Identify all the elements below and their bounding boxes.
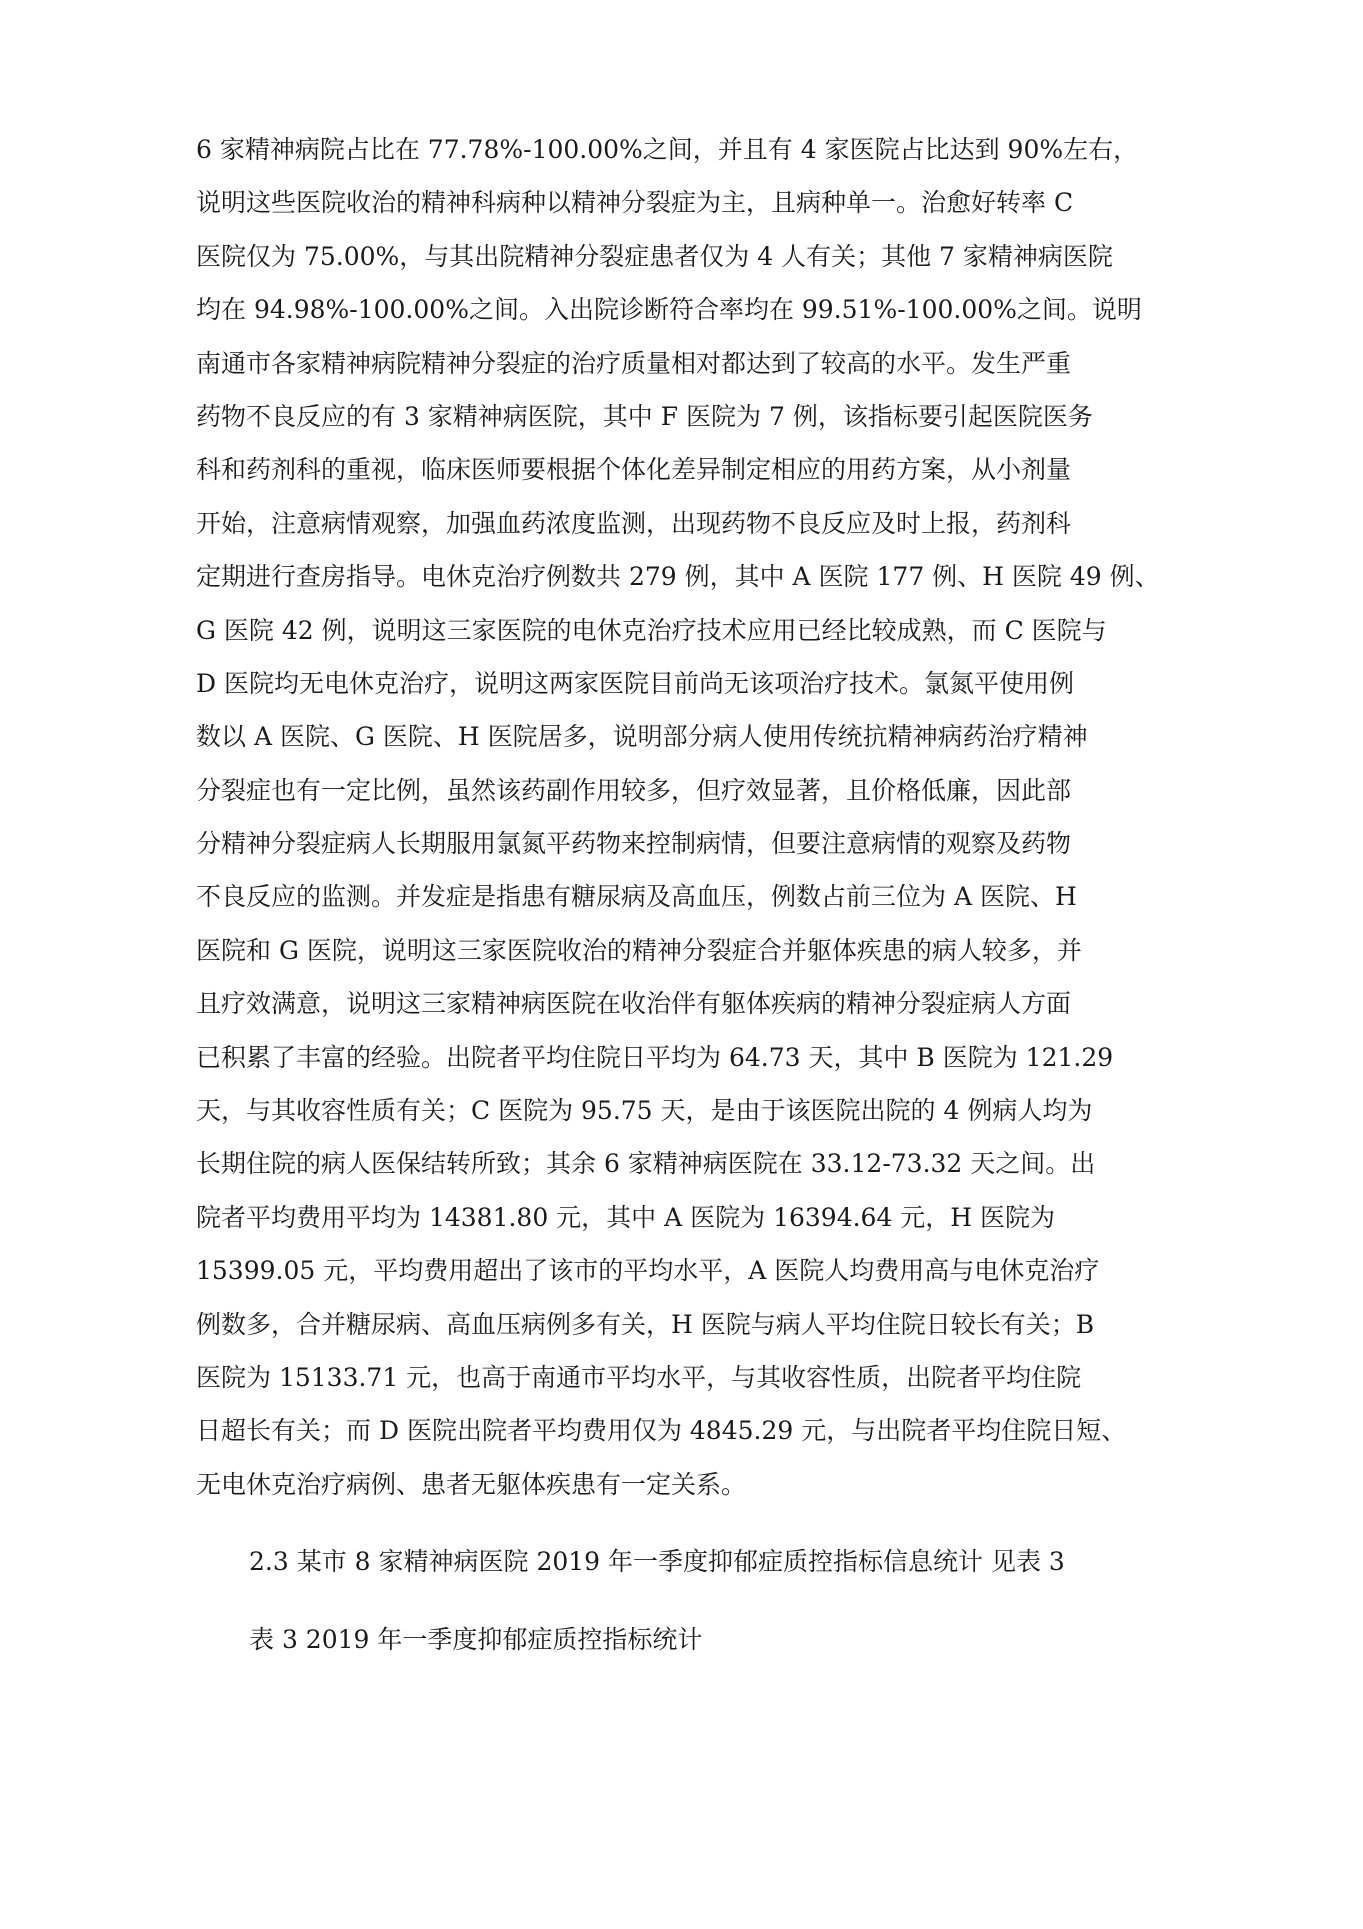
section-heading: 2.3 某市 8 家精神病医院 2019 年一季度抑郁症质控指标信息统计 见表 3 [249, 1547, 1065, 1576]
table-caption: 表 3 2019 年一季度抑郁症质控指标统计 [249, 1625, 703, 1654]
body-line: 医院仅为 75.00%，与其出院精神分裂症患者仅为 4 人有关；其他 7 家精神病医院 [196, 241, 1113, 271]
body-line: G 医院 42 例，说明这三家医院的电休克治疗技术应用已经比较成熟，而 C 医院与 [196, 615, 1107, 645]
body-line: 长期住院的病人医保结转所致；其余 6 家精神病医院在 33.12-73.32 天之间。出 [196, 1149, 1096, 1179]
body-paragraph [196, 123, 1196, 1511]
body-line: 已积累了丰富的经验。出院者平均住院日平均为 64.73 天，其中 B 医院为 121.29 [196, 1042, 1114, 1072]
body-line: 药物不良反应的有 3 家精神病医院，其中 F 医院为 7 例，该指标要引起医院医务 [196, 401, 1093, 431]
body-line: 开始，注意病情观察，加强血药浓度监测，出现药物不良反应及时上报，药剂科 [196, 508, 1072, 538]
body-line: 医院为 15133.71 元，也高于南通市平均水平，与其收容性质，出院者平均住院 [196, 1362, 1082, 1392]
body-line: 院者平均费用平均为 14381.80 元，其中 A 医院为 16394.64 元，H 医院为 [196, 1202, 1056, 1232]
body-line: 说明这些医院收治的精神科病种以精神分裂症为主，且病种单一。治愈好转率 C [196, 188, 1074, 218]
body-line: 无电休克治疗病例、患者无躯体疾患有一定关系。 [196, 1469, 747, 1499]
body-line: 不良反应的监测。并发症是指患有糖尿病及高血压，例数占前三位为 A 医院、H [196, 882, 1077, 912]
body-line: 均在 94.98%-100.00%之间。入出院诊断符合率均在 99.51%-100.00%之间。说明 [196, 295, 1142, 325]
body-line: 分精神分裂症病人长期服用氯氮平药物来控制病情，但要注意病情的观察及药物 [196, 829, 1072, 859]
body-line: 15399.05 元，平均费用超出了该市的平均水平，A 医院人均费用高与电休克治疗 [196, 1256, 1100, 1286]
body-line: 定期进行查房指导。电休克治疗例数共 279 例，其中 A 医院 177 例、H 医院 49 例、 [196, 562, 1160, 592]
body-line: 分裂症也有一定比例，虽然该药副作用较多，但疗效显著，且价格低廉，因此部 [196, 775, 1072, 805]
body-line: 日超长有关；而 D 医院出院者平均费用仅为 4845.29 元，与出院者平均住院日短、 [196, 1416, 1127, 1446]
body-line: 医院和 G 医院，说明这三家医院收治的精神分裂症合并躯体疾患的病人较多，并 [196, 935, 1082, 965]
body-line: 南通市各家精神病院精神分裂症的治疗质量相对都达到了较高的水平。发生严重 [196, 348, 1072, 378]
body-line: 天，与其收容性质有关；C 医院为 95.75 天，是由于该医院出院的 4 例病人均为 [196, 1096, 1093, 1126]
body-line: 6 家精神病院占比在 77.78%-100.00%之间，并且有 4 家医院占比达到 90%左右， [196, 135, 1139, 164]
body-line: 例数多，合并糖尿病、高血压病例多有关，H 医院与病人平均住院日较长有关；B [196, 1309, 1095, 1339]
body-line: 科和药剂科的重视，临床医师要根据个体化差异制定相应的用药方案，从小剂量 [196, 455, 1072, 485]
body-line: 数以 A 医院、G 医院、H 医院居多，说明部分病人使用传统抗精神病药治疗精神 [196, 722, 1088, 752]
body-line: 且疗效满意，说明这三家精神病医院在收治伴有躯体疾病的精神分裂症病人方面 [196, 989, 1072, 1019]
body-line: D 医院均无电休克治疗，说明这两家医院目前尚无该项治疗技术。氯氮平使用例 [196, 668, 1074, 698]
